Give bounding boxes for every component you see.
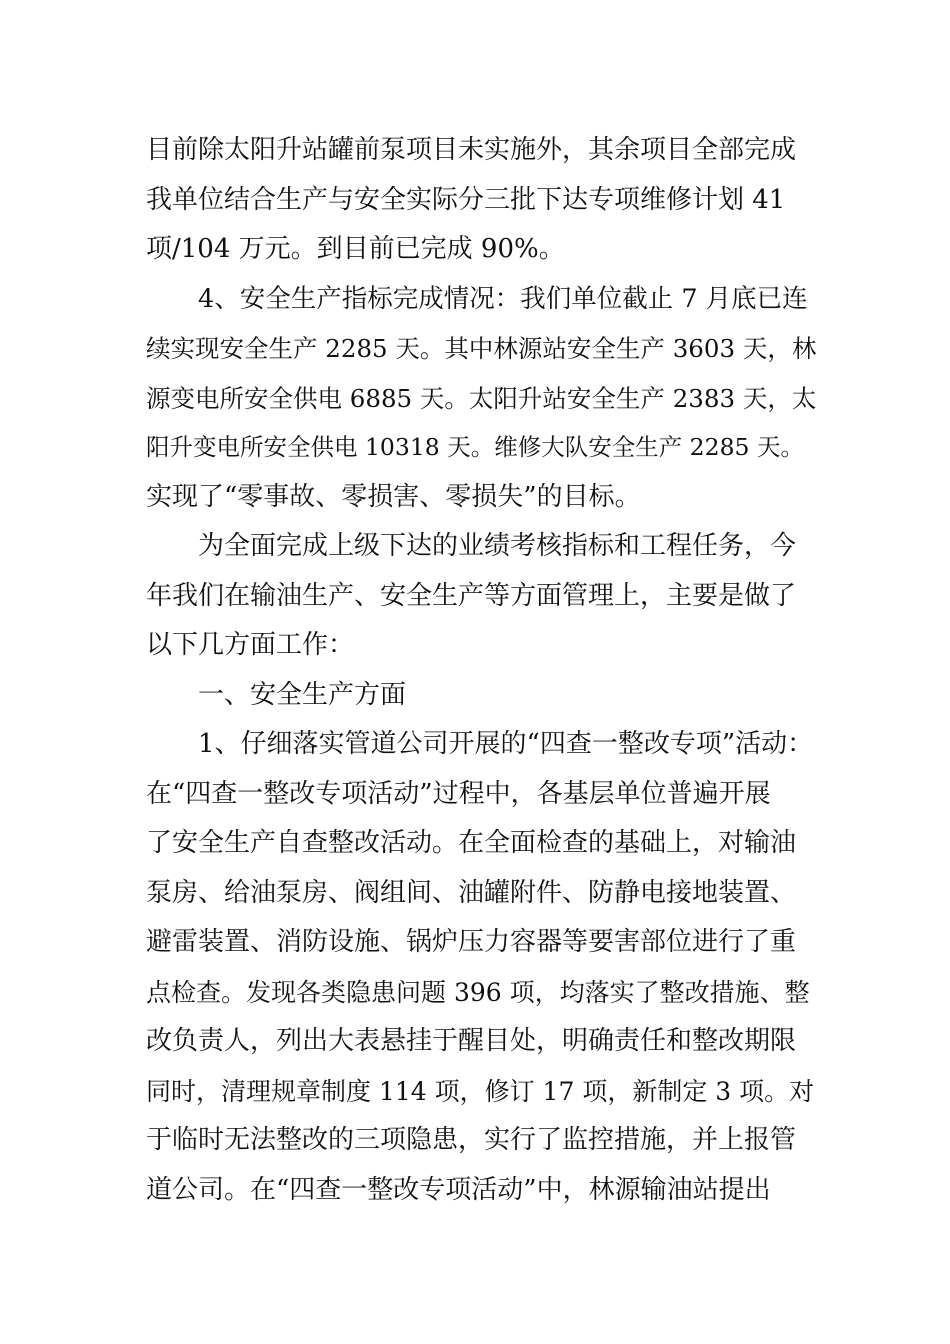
text-line: 为全面完成上级下达的业绩考核指标和工程任务，今 <box>198 531 797 561</box>
text-line: 年我们在输油生产、安全生产等方面管理上，主要是做了 <box>146 580 797 611</box>
text-line: 在“四查一整改专项活动”过程中，各基层单位普遍开展 <box>146 778 771 809</box>
section-heading: 一、安全生产方面 <box>198 679 407 710</box>
text-line: 我单位结合生产与安全实际分三批下达专项维修计划 41 <box>146 184 786 215</box>
text-line: 避雷装置、消防设施、锅炉压力容器等要害部位进行了重 <box>146 927 797 957</box>
text-line: 项/104 万元。到目前已完成 90%。 <box>146 234 565 264</box>
text-line: 改负责人，列出大表悬挂于醒目处，明确责任和整改期限 <box>146 1026 797 1056</box>
text-line: 1、仔细落实管道公司开展的“四查一整改专项”活动： <box>198 729 814 759</box>
text-line: 阳升变电所安全供电 10318 天。维修大队安全生产 2285 天。 <box>146 433 804 461</box>
text-line: 源变电所安全供电 6885 天。太阳升站安全生产 2383 天，太 <box>146 383 817 413</box>
text-line: 以下几方面工作： <box>146 630 355 660</box>
text-line: 于临时无法整改的三项隐患，实行了监控措施，并上报管 <box>146 1125 797 1155</box>
text-line: 点检查。发现各类隐患问题 396 项，均落实了整改措施、整 <box>146 977 810 1007</box>
document-body <box>146 126 817 1215</box>
text-line: 续实现安全生产 2285 天。其中林源站安全生产 3603 天，林 <box>146 334 817 363</box>
text-line: 实现了“零事故、零损害、零损失”的目标。 <box>146 481 641 512</box>
text-line: 道公司。在“四查一整改专项活动”中，林源输油站提出 <box>146 1174 771 1205</box>
text-line: 目前除太阳升站罐前泵项目未实施外，其余项目全部完成 <box>146 135 797 165</box>
text-line: 同时，清理规章制度 114 项，修订 17 项，新制定 3 项。对 <box>146 1076 815 1106</box>
text-line: 泵房、给油泵房、阀组间、油罐附件、防静电接地装置、 <box>146 877 797 908</box>
text-line: 了安全生产自查整改活动。在全面检查的基础上，对输油 <box>146 828 797 858</box>
text-line: 4、安全生产指标完成情况：我们单位截止 7 月底已连 <box>198 283 808 314</box>
